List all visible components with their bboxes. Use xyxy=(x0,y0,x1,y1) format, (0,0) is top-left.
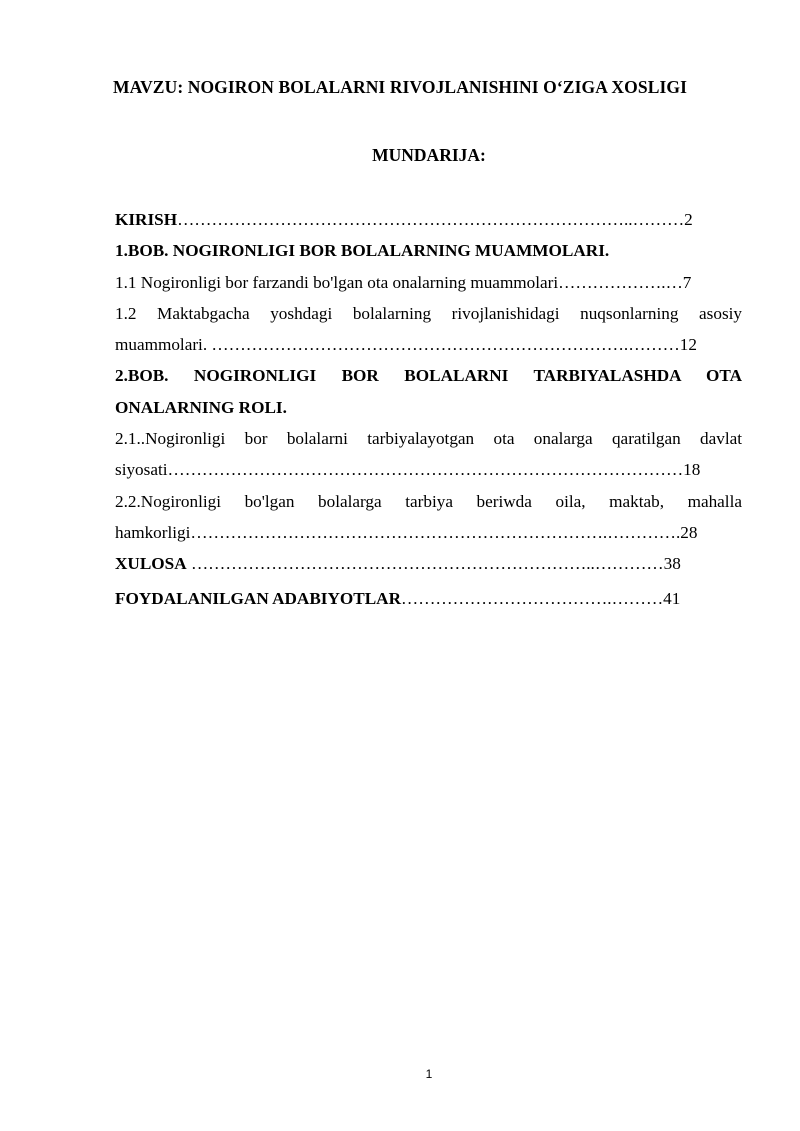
toc-entry-conclusion-label: XULOSA xyxy=(115,554,187,574)
document-title: MAVZU: NOGIRON BOLALARNI RIVOJLANISHINI O‘ZIGA XOSLIGI xyxy=(112,77,688,97)
toc-section-2-1-line2: siyosati………………………………………………………………………………18 xyxy=(115,460,701,480)
toc-entry-references-label: FOYDALANILGAN ADABIYOTLAR xyxy=(115,588,402,608)
toc-section-1-2-line1: 1.2 Maktabgacha yoshdagi bolalarning rivojlanishidagi nuqsonlarning asosiy xyxy=(115,303,742,323)
toc-section-1-2-line2: muammolari. ……………………………………………………………….………12 xyxy=(115,335,697,355)
page-number: 1 xyxy=(425,1067,433,1081)
table-of-contents xyxy=(115,204,742,614)
toc-chapter-2-line2: ONALARNING ROLI. xyxy=(115,397,287,417)
toc-entry-references-leader: ……………………………….………41 xyxy=(401,588,681,608)
toc-section-2-1-line1: 2.1..Nogironligi bor bolalarni tarbiyalayotgan ota onalarga qaratilgan davlat xyxy=(115,429,742,449)
contents-heading: MUNDARIJA: xyxy=(372,145,486,165)
toc-section-2-2-line1: 2.2.Nogironligi bo'lgan bolalarga tarbiya beriwda oila, maktab, mahalla xyxy=(115,491,742,511)
toc-entry-intro-label: KIRISH xyxy=(115,210,178,229)
toc-chapter-2-line1: 2.BOB. NOGIRONLIGI BOR BOLALARNI TARBIYALASHDA OTA xyxy=(115,366,742,386)
toc-entry-intro xyxy=(115,204,742,235)
toc-entry-conclusion-leader: ……………………………………………………………..…………38 xyxy=(186,554,681,574)
toc-entry-references xyxy=(115,583,742,614)
toc-entry-intro-leader: ……………………………………………………………………..………2 xyxy=(177,210,693,229)
toc-entry-conclusion xyxy=(115,548,742,579)
toc-section-2-2-line2: hamkorligi……………………………………………………………….………….28 xyxy=(115,522,698,542)
toc-chapter-1: 1.BOB. NOGIRONLIGI BOR BOLALARNING MUAMMOLARI. xyxy=(115,241,610,261)
toc-section-1-1: 1.1 Nogironligi bor farzandi bo'lgan ota onalarning muammolari……………….…7 xyxy=(115,272,692,292)
